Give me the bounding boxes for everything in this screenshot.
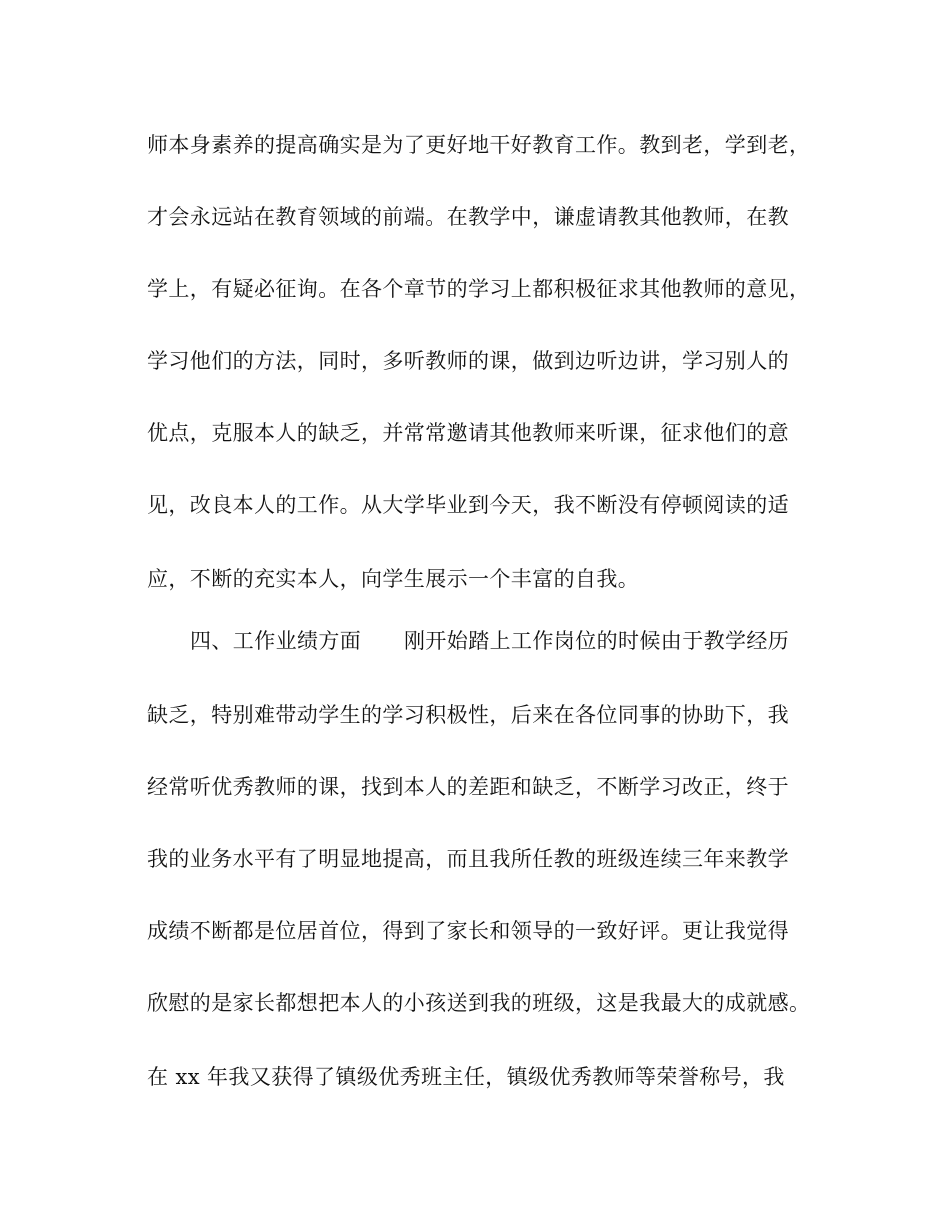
section-heading-line: 四、工作业绩方面 刚开始踏上工作岗位的时候由于教学经历 <box>190 629 790 653</box>
text-line: 学习他们的方法，同时，多听教师的课，做到边听边讲，学习别人的 <box>147 349 789 373</box>
text-line: 缺乏，特别难带动学生的学习积极性，后来在各位同事的协助下，我 <box>147 703 789 727</box>
text-line: 在 xx 年我又获得了镇级优秀班主任，镇级优秀教师等荣誉称号，我 <box>147 1065 785 1089</box>
text-line: 欣慰的是家长都想把本人的小孩送到我的班级，这是我最大的成就感。 <box>147 991 811 1015</box>
text-line: 经常听优秀教师的课，找到本人的差距和缺乏，不断学习改正，终于 <box>147 775 789 799</box>
text-line: 成绩不断都是位居首位，得到了家长和领导的一致好评。更让我觉得 <box>147 919 789 943</box>
text-line: 学上，有疑必征询。在各个章节的学习上都积极征求其他教师的意见， <box>147 277 811 301</box>
text-line: 见，改良本人的工作。从大学毕业到今天，我不断没有停顿阅读的适 <box>147 493 789 517</box>
text-line: 优点，克服本人的缺乏，并常常邀请其他教师来听课，征求他们的意 <box>147 421 789 445</box>
text-line: 才会永远站在教育领域的前端。在教学中，谦虚请教其他教师，在教 <box>147 205 789 229</box>
text-line: 我的业务水平有了明显地提高，而且我所任教的班级连续三年来教学 <box>147 847 789 871</box>
text-line: 应，不断的充实本人，向学生展示一个丰富的自我。 <box>147 567 640 591</box>
text-line: 师本身素养的提高确实是为了更好地干好教育工作。教到老，学到老， <box>147 133 811 157</box>
